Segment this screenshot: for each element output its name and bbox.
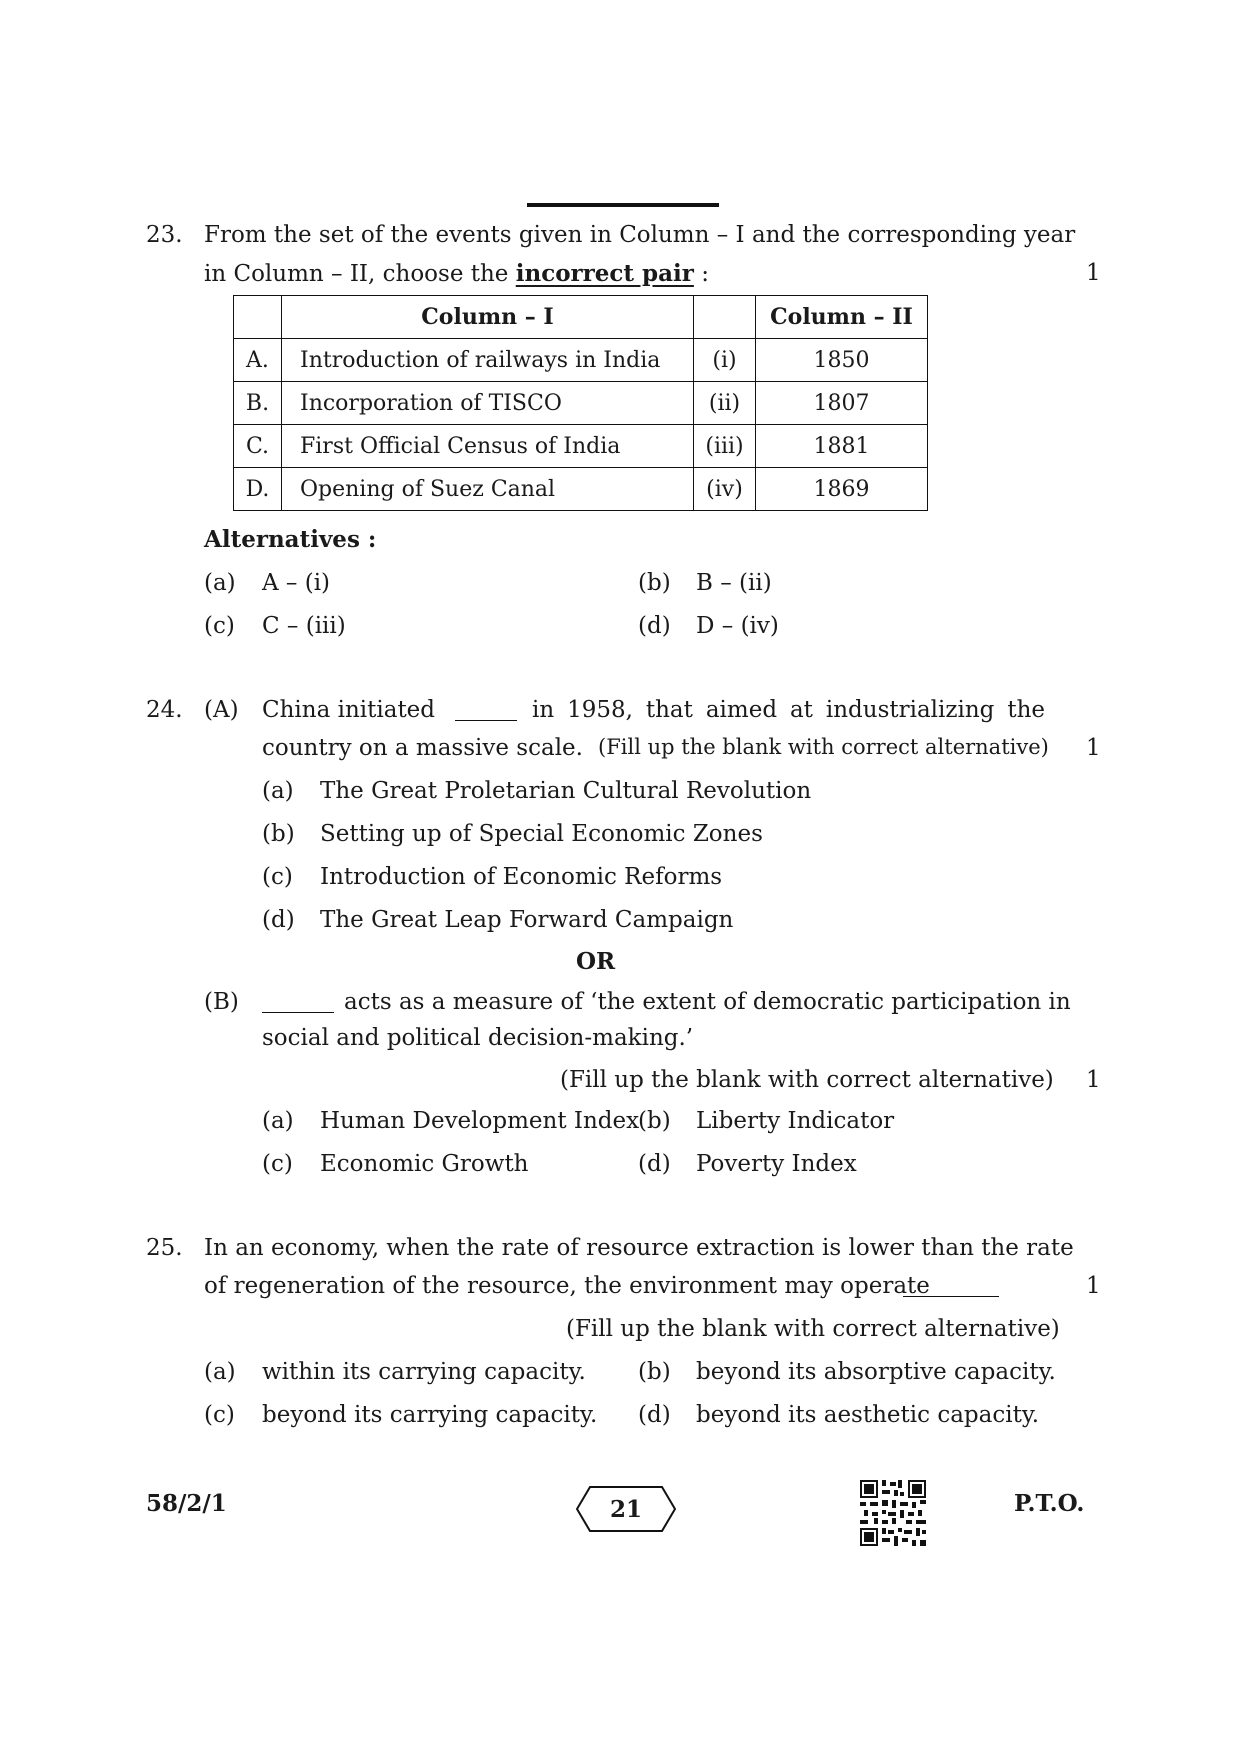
option-key: (a) (262, 778, 294, 804)
option-text: A – (i) (262, 570, 331, 596)
q25-instruction: (Fill up the blank with correct alternative) (566, 1316, 1060, 1342)
option-key: (c) (204, 613, 235, 639)
row-letter: A. (234, 339, 282, 382)
row-roman: (iii) (694, 425, 756, 468)
q24b-line1: acts as a measure of ‘the extent of democratic participation in (344, 989, 1071, 1015)
row-roman: (iv) (694, 468, 756, 511)
option-text: Introduction of Economic Reforms (320, 864, 723, 890)
option-text: The Great Proletarian Cultural Revolution (320, 778, 812, 804)
q23-line2: in Column – II, choose the incorrect pair : (204, 260, 709, 287)
table-row (234, 425, 928, 468)
option-key: (d) (638, 1402, 671, 1428)
paper-code: 58/2/1 (146, 1490, 227, 1517)
row-year: 1881 (756, 425, 928, 468)
q25-number: 25. (146, 1235, 183, 1261)
column-2-header: Column – II (756, 296, 928, 339)
option-text: Poverty Index (696, 1151, 857, 1177)
row-event: Introduction of railways in India (282, 339, 694, 382)
q24b-line2: social and political decision-making.’ (262, 1025, 694, 1051)
option-key: (b) (638, 1108, 671, 1134)
qr-code-icon (860, 1480, 926, 1546)
or-separator: OR (576, 948, 616, 975)
q24-number: 24. (146, 697, 183, 723)
page-number: 21 (609, 1496, 642, 1523)
table-row (234, 382, 928, 425)
top-rule (527, 203, 719, 207)
option-text: beyond its aesthetic capacity. (696, 1402, 1040, 1428)
option-text: beyond its carrying capacity. (262, 1402, 598, 1428)
option-text: beyond its absorptive capacity. (696, 1359, 1056, 1385)
q24a-line1-pre: China initiated (262, 697, 436, 723)
q24-partB-label: (B) (204, 989, 239, 1015)
q25-line2: of regeneration of the resource, the environment may operate (204, 1273, 930, 1299)
option-key: (a) (204, 1359, 236, 1385)
table-header-row (234, 296, 928, 339)
option-key: (b) (638, 1359, 671, 1385)
option-text: C – (iii) (262, 613, 346, 639)
fill-blank (903, 1278, 999, 1297)
option-key: (d) (638, 613, 671, 639)
option-key: (c) (204, 1402, 235, 1428)
row-year: 1807 (756, 382, 928, 425)
option-text: Liberty Indicator (696, 1108, 895, 1134)
alternatives-label: Alternatives : (204, 526, 377, 553)
option-key: (c) (262, 864, 293, 890)
option-text: Setting up of Special Economic Zones (320, 821, 763, 847)
page-number-badge (576, 1486, 676, 1532)
row-event: Incorporation of TISCO (282, 382, 694, 425)
q24a-line1-post: in 1958, that aimed at industrializing the (532, 697, 1045, 723)
fill-blank (262, 994, 334, 1013)
table-row (234, 339, 928, 382)
row-roman: (ii) (694, 382, 756, 425)
option-text: Economic Growth (320, 1151, 529, 1177)
option-text: B – (ii) (696, 570, 772, 596)
row-roman: (i) (694, 339, 756, 382)
row-event: First Official Census of India (282, 425, 694, 468)
option-key: (a) (262, 1108, 294, 1134)
option-text: Human Development Index (320, 1108, 640, 1134)
option-key: (d) (262, 907, 295, 933)
option-key: (b) (638, 570, 671, 596)
row-letter: D. (234, 468, 282, 511)
row-letter: B. (234, 382, 282, 425)
q23-match-table (233, 295, 928, 511)
q24b-marks: 1 (1086, 1067, 1101, 1093)
q24a-instruction: (Fill up the blank with correct alternative) (598, 735, 1049, 759)
option-key: (b) (262, 821, 295, 847)
row-event: Opening of Suez Canal (282, 468, 694, 511)
q25-line1: In an economy, when the rate of resource extraction is lower than the rate (204, 1235, 1074, 1261)
pto-label: P.T.O. (1014, 1490, 1085, 1517)
q23-line1: From the set of the events given in Column – I and the corresponding year (204, 222, 1076, 248)
q23-number: 23. (146, 222, 183, 248)
row-letter: C. (234, 425, 282, 468)
option-text: within its carrying capacity. (262, 1359, 586, 1385)
q24a-marks: 1 (1086, 735, 1101, 761)
option-text: D – (iv) (696, 613, 779, 639)
option-key: (c) (262, 1151, 293, 1177)
option-key: (d) (638, 1151, 671, 1177)
q24a-line2: country on a massive scale. (262, 735, 583, 761)
column-1-header: Column – I (282, 296, 694, 339)
option-text: The Great Leap Forward Campaign (320, 907, 734, 933)
q23-marks: 1 (1086, 260, 1101, 286)
option-key: (a) (204, 570, 236, 596)
q24b-instruction: (Fill up the blank with correct alternative) (560, 1067, 1054, 1093)
q23-emphasis: incorrect pair (515, 260, 694, 287)
fill-blank (455, 702, 517, 721)
row-year: 1869 (756, 468, 928, 511)
table-row (234, 468, 928, 511)
q24-partA-label: (A) (204, 697, 239, 723)
row-year: 1850 (756, 339, 928, 382)
q25-marks: 1 (1086, 1273, 1101, 1299)
